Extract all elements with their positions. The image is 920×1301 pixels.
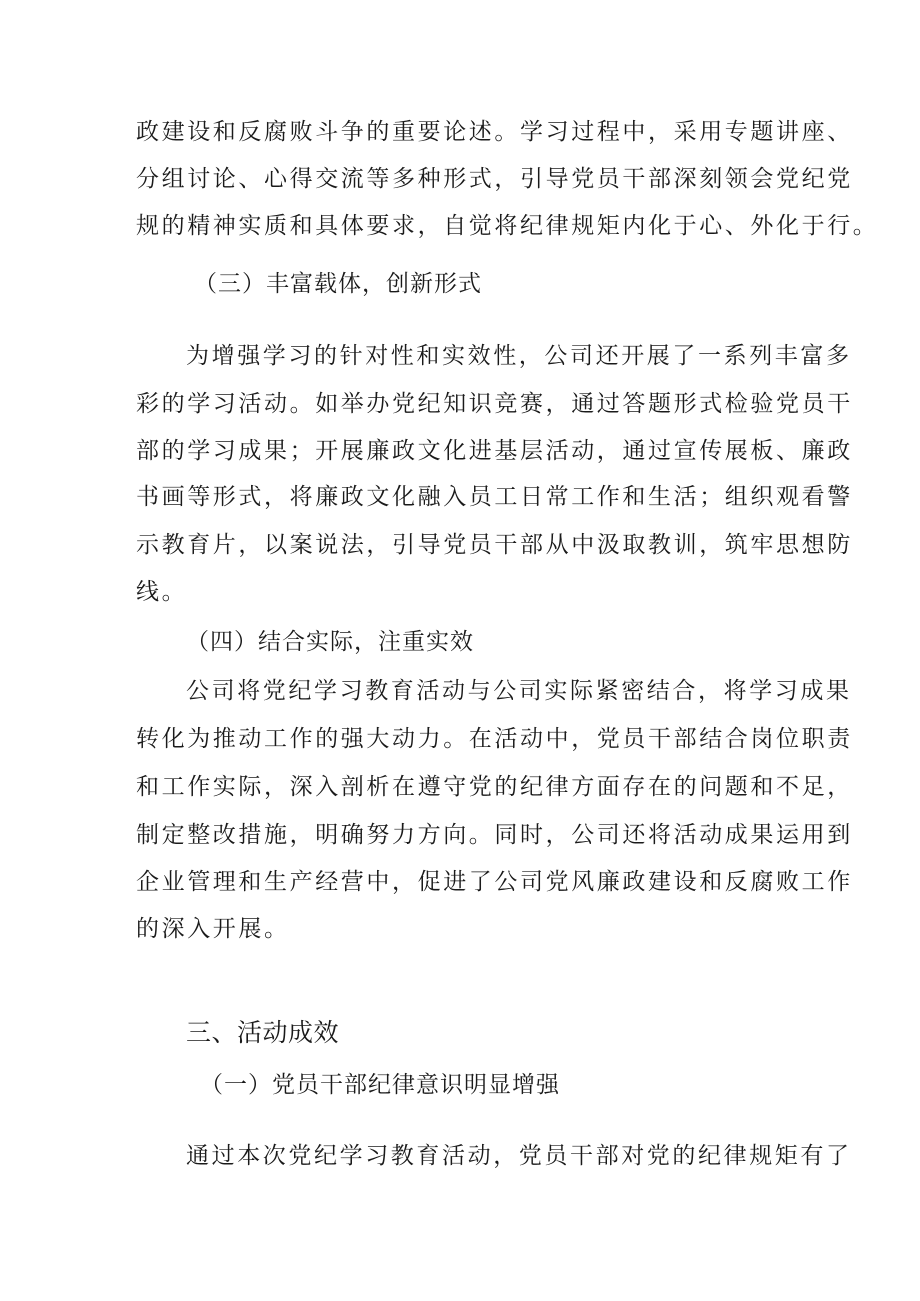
paragraph-3-line-5: 企业管理和生产经营中，促进了公司党风廉政建设和反腐败工作 [136,869,853,895]
paragraph-3-line-3: 和工作实际，深入剖析在遵守党的纪律方面存在的问题和不足， [136,774,853,800]
paragraph-2-line-5: 示教育片，以案说法，引导党员干部从中汲取教训，筑牢思想防 [136,532,853,558]
paragraph-1-line-3: 规的精神实质和具体要求，自觉将纪律规矩内化于心、外化于行。 [136,213,879,239]
paragraph-2-line-2: 彩的学习活动。如举办党纪知识竞赛，通过答题形式检验党员干 [136,391,853,417]
paragraph-3-line-4: 制定整改措施，明确努力方向。同时，公司还将活动成果运用到 [136,822,853,848]
heading-section-three: （三）丰富载体，创新形式 [194,271,482,297]
paragraph-2-line-6: 线。 [136,579,188,605]
paragraph-2-line-4: 书画等形式，将廉政文化融入员工日常工作和生活；组织观看警 [136,484,853,510]
subheading-one: （一）党员干部纪律意识明显增强 [200,1072,560,1098]
paragraph-2-line-1: 为增强学习的针对性和实效性，公司还开展了一系列丰富多 [186,343,852,369]
paragraph-3-line-1: 公司将党纪学习教育活动与公司实际紧密结合，将学习成果 [186,678,852,704]
paragraph-4-line-1: 通过本次党纪学习教育活动，党员干部对党的纪律规矩有了 [186,1143,852,1169]
section-three-title: 三、活动成效 [186,1018,340,1047]
paragraph-1-line-2: 分组讨论、心得交流等多种形式，引导党员干部深刻领会党纪党 [136,166,853,192]
paragraph-3-line-6: 的深入开展。 [136,916,290,942]
paragraph-3-line-2: 转化为推动工作的强大动力。在活动中，党员干部结合岗位职责 [136,726,853,752]
heading-section-four: （四）结合实际，注重实效 [186,629,474,655]
paragraph-1-line-1: 政建设和反腐败斗争的重要论述。学习过程中，采用专题讲座、 [136,119,853,145]
paragraph-2-line-3: 部的学习成果；开展廉政文化进基层活动，通过宣传展板、廉政 [136,438,853,464]
